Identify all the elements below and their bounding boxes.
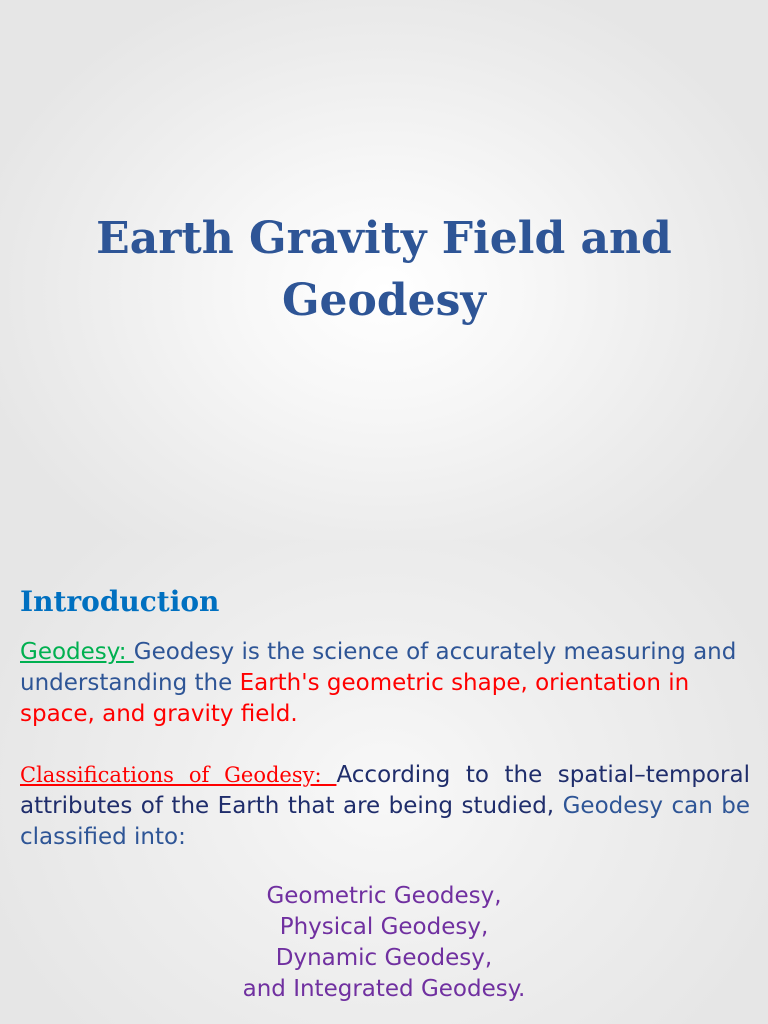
classifications-text: According to the spatial–temporal attributes of the Earth that are being studied, xyxy=(20,762,750,819)
title-line-1: Earth Gravity Field and xyxy=(96,213,672,264)
introduction-heading: Introduction xyxy=(20,585,220,618)
geodesy-types-list xyxy=(0,881,768,1005)
list-item: Geometric Geodesy, xyxy=(266,883,502,909)
list-item: Dynamic Geodesy, xyxy=(275,945,493,971)
list-item: and Integrated Geodesy. xyxy=(242,976,526,1002)
classifications-highlight: Geodesy can be classified into: xyxy=(20,793,751,850)
classifications-paragraph xyxy=(20,760,750,853)
geodesy-highlight: Earth's geometric shape, orientation in space, and gravity field. xyxy=(20,670,690,727)
classifications-label: Classifications of Geodesy: xyxy=(20,763,337,787)
geodesy-label: Geodesy: xyxy=(20,639,134,665)
geodesy-definition xyxy=(20,637,750,730)
geodesy-text: Geodesy is the science of accurately measuring and understanding the xyxy=(20,639,737,696)
slide-title xyxy=(84,208,684,332)
list-item: Physical Geodesy, xyxy=(279,914,489,940)
title-line-2: Geodesy xyxy=(281,275,486,326)
